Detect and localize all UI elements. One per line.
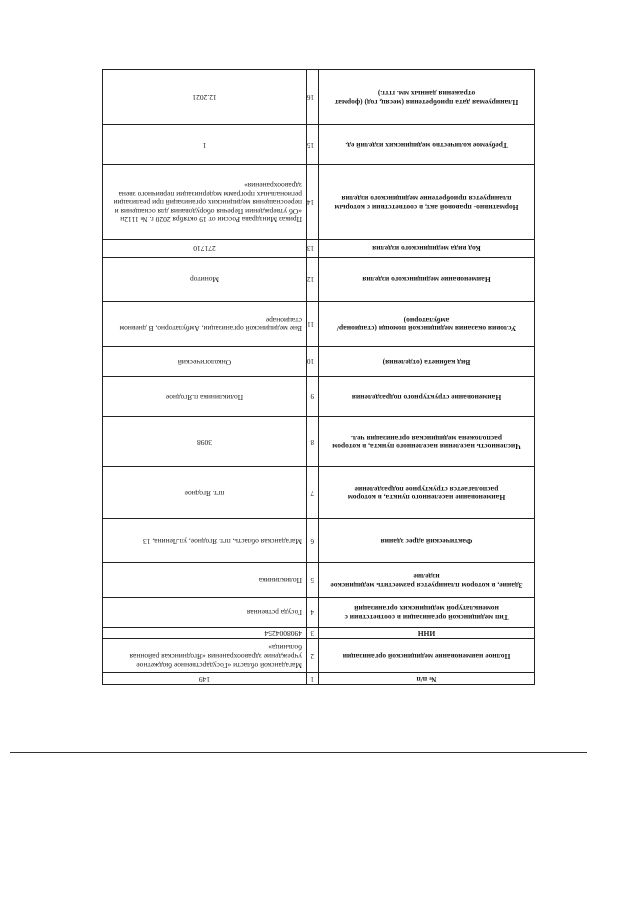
row-label: Численность населения населенного пункта, в котором расположена медицинская организация чел. [319,417,535,467]
row-number: 14 [307,165,319,239]
row-label: Здание, в котором планируется разместить медицинское изделие [319,563,535,597]
row-number: 10 [307,346,319,376]
row-value: Вне медицинской организации, Амбулаторно, В дневном стационаре [103,301,307,346]
row-value: 12.2021 [103,70,307,125]
row-label: Условия оказания медицинской помощи (стационар/ амбулаторно) [319,301,535,346]
row-label: Планируемая дата приобретения (месяц, год) (формат отражения данных мм. гггг.) [319,70,535,125]
row-value: Госуда рственная [103,597,307,627]
row-value: Поликлиника п.Ягодное [103,376,307,416]
row-number: 2 [307,639,319,673]
row-label: Код вида медицинского изделия [319,239,535,257]
table-row [103,301,535,346]
row-label: Наименование структурного подразделения [319,376,535,416]
table-row [103,563,535,597]
table-row [103,257,535,301]
row-number: 1 [307,673,319,685]
table-row [103,519,535,563]
table-row [103,165,535,239]
row-value: 271710 [103,239,307,257]
row-label: Вид кабинета (отделения) [319,346,535,376]
row-label: Тип медицинской организации в соответствии с номенклатурой медицинских организаций [319,597,535,627]
table-row [103,627,535,639]
horizontal-rule [10,752,587,753]
row-label: Фактический адрес здания [319,519,535,563]
row-value: 4908004254 [103,627,307,639]
table-row [103,417,535,467]
row-value: Онкологический [103,346,307,376]
row-number: 5 [307,563,319,597]
row-value: Магаданской области «Государственное бюджетное учреждение здравоохранения «Ягоднинская районная больница» [103,639,307,673]
table-row [103,597,535,627]
row-value: 3098 [103,417,307,467]
table-row [103,376,535,416]
row-number: 16 [307,70,319,125]
table-row [103,346,535,376]
row-number: 6 [307,519,319,563]
row-label: Требуемое количество медицинских изделий ед. [319,125,535,165]
row-number: 12 [307,257,319,301]
row-value: 149 [103,673,307,685]
row-number: 3 [307,627,319,639]
row-number: 4 [307,597,319,627]
row-value: Приказ Минздрава России от 19 октября 2020 г. № 1112н «Об утверждении Перечня оборудования для оснащения и переоснащения медицинских организаций при реализации региональных программ модернизации первичного звена здравоохранения» [103,165,307,239]
table-row [103,239,535,257]
table-row [103,467,535,519]
row-number: 11 [307,301,319,346]
row-label: Нормативно- правовой акт, в соответствии с которым планируется приобретение медицинского изделия [319,165,535,239]
row-value: Монитор [103,257,307,301]
row-number: 8 [307,417,319,467]
row-value: Магаданская область, пгт. Ягодное, ул.Ленина, 13 [103,519,307,563]
row-number: 13 [307,239,319,257]
row-value: 1 [103,125,307,165]
medical-equipment-table [102,69,535,685]
table-row [103,70,535,125]
row-label: № п/п [319,673,535,685]
row-label: ИНН [319,627,535,639]
row-number: 15 [307,125,319,165]
row-number: 9 [307,376,319,416]
row-value: пгт. Ягодное [103,467,307,519]
table-row [103,673,535,685]
table-row [103,125,535,165]
table-row [103,639,535,673]
row-label: Полное наименование медицинской организации [319,639,535,673]
row-label: Наименование медицинского изделия [319,257,535,301]
row-label: Наименование населенного пункта, в котором располагается структурное подразделение [319,467,535,519]
row-value: Поликлиника [103,563,307,597]
row-number: 7 [307,467,319,519]
